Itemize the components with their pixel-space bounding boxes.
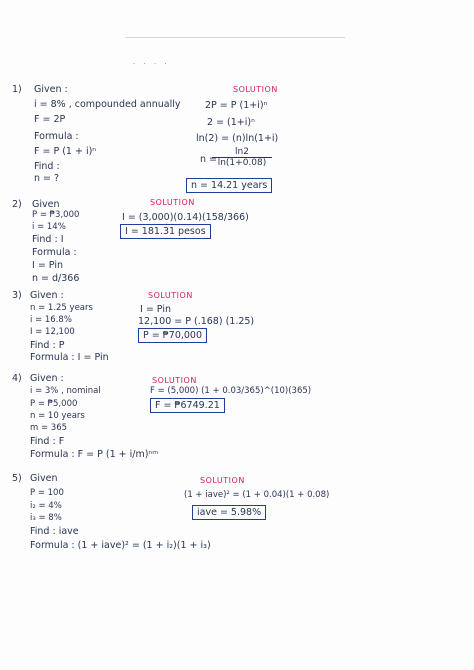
- p1-step3: ln(2) = (n)ln(1+i): [196, 133, 279, 144]
- p4-principal: P = ₱5,000: [30, 399, 78, 409]
- p4-given-label: Given :: [30, 373, 64, 384]
- p5-answer-box: iave = 5.98%: [192, 505, 266, 520]
- p2-step1: I = (3,000)(0.14)(158/366): [122, 212, 249, 223]
- p3-n: n = 1.25 years: [30, 303, 93, 313]
- p2-answer-box: I = 181.31 pesos: [120, 224, 211, 239]
- p4-solution-label: SOLUTION: [152, 376, 197, 385]
- p1-number: 1): [12, 84, 22, 95]
- p4-answer-box: F = ₱6749.21: [150, 398, 225, 413]
- p2-solution-label: SOLUTION: [150, 198, 195, 207]
- p4-n: n = 10 years: [30, 411, 85, 421]
- p1-step4-lhs: n =: [200, 154, 218, 165]
- p5-find: Find : iave: [30, 526, 79, 537]
- p5-formula: Formula : (1 + iave)² = (1 + i₂)(1 + i₃): [30, 540, 211, 551]
- p5-i3: i₃ = 8%: [30, 513, 62, 523]
- header-rule: [125, 37, 345, 38]
- p4-rate: i = 3% , nominal: [30, 386, 101, 396]
- p3-rate: i = 16.8%: [30, 315, 72, 325]
- p1-given-label: Given :: [34, 84, 68, 95]
- p1-step4-fraction: [212, 147, 272, 168]
- p1-step1: 2P = P (1+i)ⁿ: [205, 100, 268, 111]
- p2-formula-label: Formula :: [32, 247, 77, 258]
- p5-solution-label: SOLUTION: [200, 476, 245, 485]
- p1-find: Find :: [34, 161, 60, 172]
- p4-number: 4): [12, 373, 22, 384]
- p3-given-label: Given :: [30, 290, 64, 301]
- p3-step2: 12,100 = P (.168) (1.25): [138, 316, 255, 327]
- p1-formula: F = P (1 + i)ⁿ: [34, 146, 97, 157]
- p3-solution-label: SOLUTION: [148, 291, 193, 300]
- p4-m: m = 365: [30, 423, 68, 433]
- p2-n-expr: n = d/366: [32, 273, 80, 284]
- p3-find: Find : P: [30, 340, 65, 351]
- p4-find: Find : F: [30, 436, 65, 447]
- p2-formula: I = Pin: [32, 260, 63, 271]
- p5-p: P = 100: [30, 488, 64, 498]
- p1-solution-label: SOLUTION: [233, 85, 278, 94]
- p2-rate: i = 14%: [32, 222, 66, 232]
- p5-number: 5): [12, 473, 22, 484]
- p1-formula-label: Formula :: [34, 131, 79, 142]
- header-dots: . . . .: [133, 58, 170, 66]
- p2-principal: P = ₱3,000: [32, 210, 80, 220]
- p3-step1: I = Pin: [140, 304, 171, 315]
- p5-step1: (1 + iave)² = (1 + 0.04)(1 + 0.08): [184, 490, 330, 500]
- p2-number: 2): [12, 199, 22, 210]
- p4-formula: Formula : F = P (1 + i/m)ⁿᵐ: [30, 449, 159, 460]
- p3-interest: I = 12,100: [30, 327, 75, 337]
- p5-i2: i₂ = 4%: [30, 501, 62, 511]
- p1-future: F = 2P: [34, 114, 66, 125]
- p3-number: 3): [12, 290, 22, 301]
- p3-answer-box: P = ₱70,000: [138, 328, 207, 343]
- p1-step2: 2 = (1+i)ⁿ: [207, 117, 255, 128]
- p1-step4-denominator: ln(1+0.08): [212, 157, 272, 168]
- p3-formula: Formula : I = Pin: [30, 352, 109, 363]
- p1-step4-numerator: ln2: [235, 147, 249, 157]
- p2-given-label: Given: [32, 199, 60, 210]
- p4-step1: F = (5,000) (1 + 0.03/365)^(10)(365): [150, 386, 312, 396]
- p2-find: Find : I: [32, 234, 64, 245]
- p1-rate: i = 8% , compounded annually: [34, 99, 181, 110]
- p5-given-label: Given: [30, 473, 58, 484]
- p1-unknown: n = ?: [34, 173, 60, 184]
- p1-answer-box: n = 14.21 years: [186, 178, 272, 193]
